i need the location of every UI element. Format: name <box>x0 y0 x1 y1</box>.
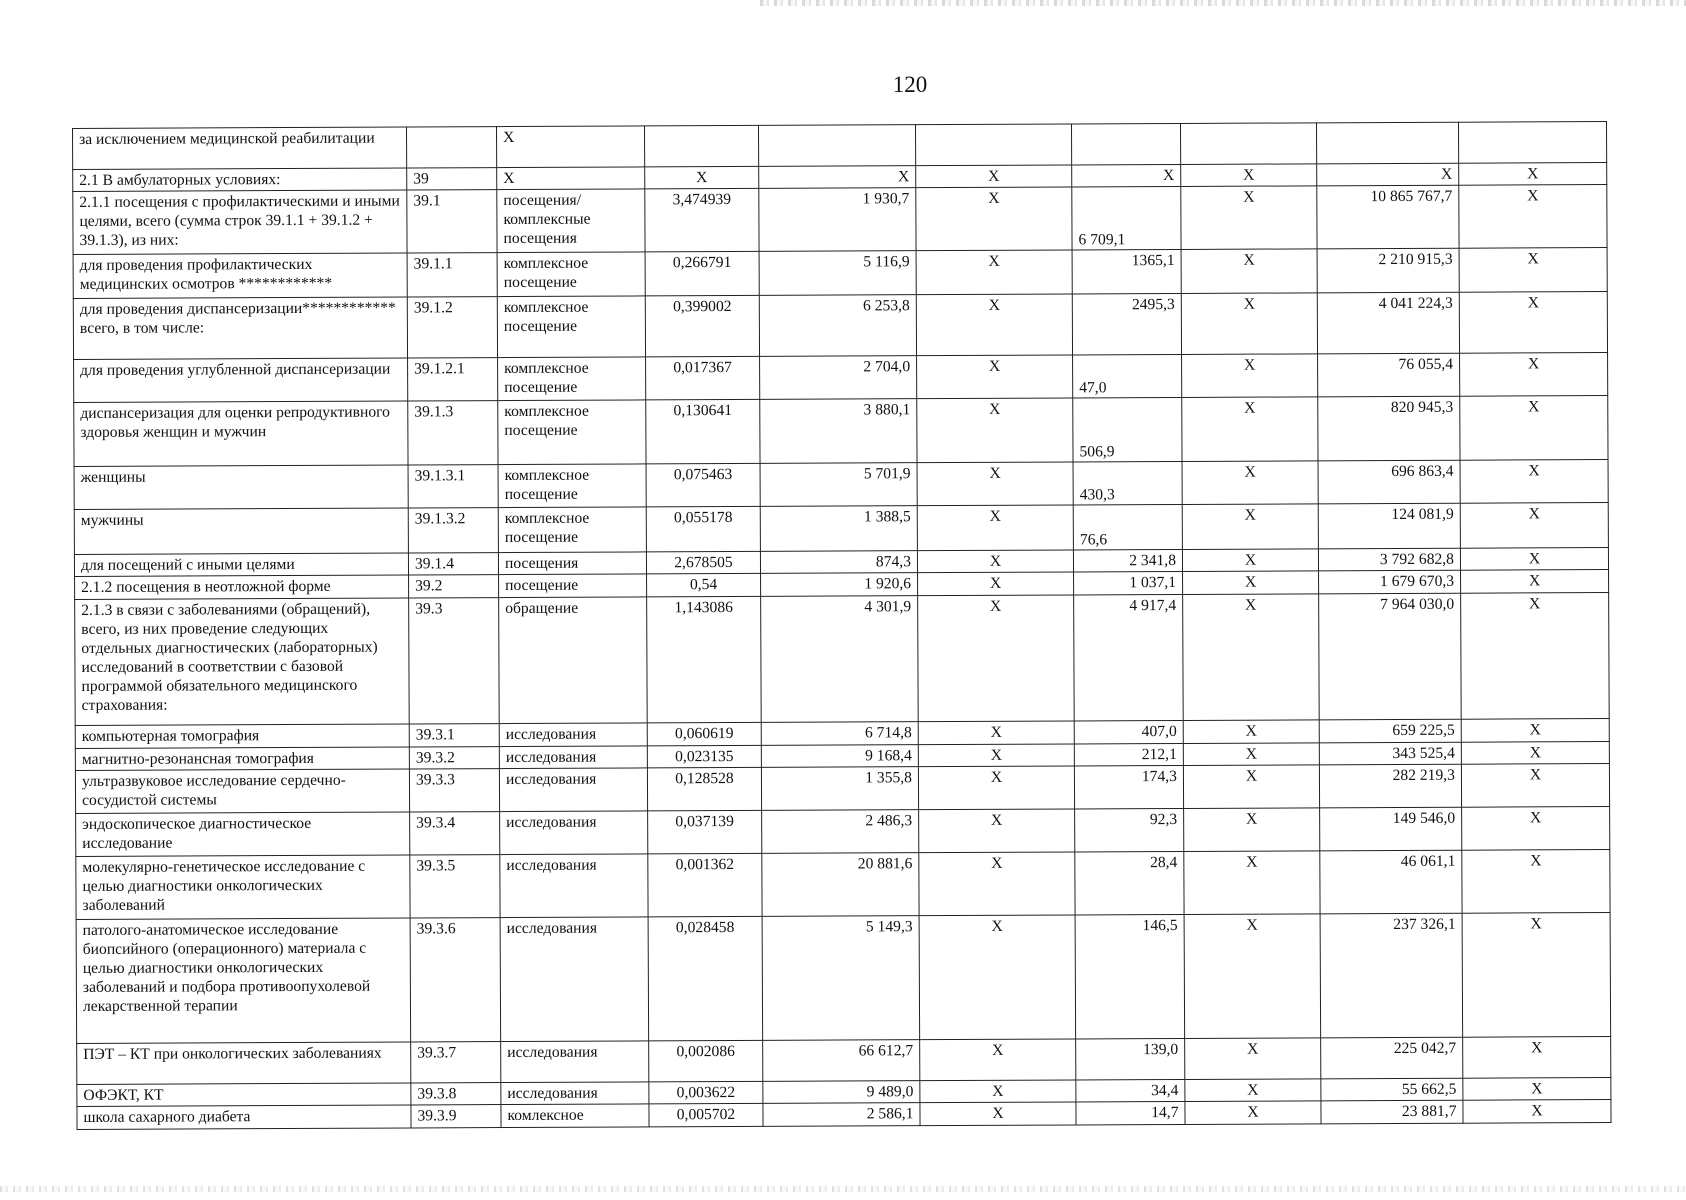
table-cell-col5: 3 880,1 <box>760 399 917 464</box>
table-cell-col3: посещения <box>498 552 646 575</box>
table-cell-col5: 5 149,3 <box>762 916 920 1041</box>
table-cell-col10: Х <box>1462 849 1610 913</box>
table-cell-col4: 0,037139 <box>648 810 762 853</box>
table-cell-col2: 39.1.2.1 <box>408 358 498 401</box>
table-cell-col10: Х <box>1461 570 1609 593</box>
table-cell-col3: исследования <box>499 723 647 746</box>
table-cell-col5: 1 355,8 <box>761 767 918 811</box>
table-cell-col3: исследования <box>501 1082 649 1105</box>
table-cell-col8: Х <box>1185 1101 1321 1124</box>
tariff-table <box>72 121 1612 1130</box>
table-cell-col2: 39 <box>407 167 497 190</box>
table-cell-col3: комплексное посещение <box>498 507 646 553</box>
table-cell-col3: комплексное посещение <box>498 357 646 400</box>
table-cell-col5: 5 701,9 <box>760 463 917 507</box>
table-cell-col10: Х <box>1459 248 1607 293</box>
table-cell-col2: 39.3.5 <box>410 854 500 918</box>
table-cell-col3: комплексное посещение <box>497 252 645 297</box>
table-cell-col7: 76,6 <box>1073 505 1182 550</box>
table-cell-col5: 1 930,7 <box>759 188 916 252</box>
table-cell-col1: мужчины <box>74 508 408 554</box>
table-cell-col7: 1365,1 <box>1072 250 1181 294</box>
table-row <box>75 592 1610 725</box>
table-cell-col5: 6 714,8 <box>761 722 918 745</box>
table-cell-col6: Х <box>917 355 1073 399</box>
table-cell-col1: эндоскопическое диагностическое исследование <box>76 812 410 856</box>
table-cell-col6: Х <box>918 766 1074 810</box>
table-cell-col3: комплексное посещение <box>497 296 645 358</box>
table-cell-col9: 76 055,4 <box>1318 353 1460 396</box>
table-cell-col3: посещение <box>499 574 647 597</box>
table-row <box>74 460 1608 510</box>
table-cell-col3: обращение <box>499 597 648 724</box>
table-cell-col6: Х <box>920 1102 1076 1125</box>
table-cell-col2: 39.3.1 <box>409 724 499 747</box>
table-cell-col1: патолого-анатомическое исследование биопсийного (операционного) материала с целью диагностики онкологических заболеваний и подбора противоопухолевой лекарственной терапии <box>76 918 411 1044</box>
table-cell-col7: 212,1 <box>1074 743 1183 766</box>
table-cell-col2: 39.1.3.2 <box>408 508 498 553</box>
table-cell-col1: 2.1.3 в связи с заболеваниями (обращений), всего, из них проведение следующих отдельных диагностических (лабораторных) исследований в соответствии с базовой программой обязательного медицинского страхования: <box>75 598 410 726</box>
table-cell-col8: Х <box>1183 720 1319 743</box>
table-cell-col1: 2.1 В амбулаторных условиях: <box>73 168 407 192</box>
table-cell-col4: 0,005702 <box>649 1104 763 1127</box>
table-row <box>77 1037 1611 1085</box>
table-row <box>76 849 1610 919</box>
table-cell-col5: 5 116,9 <box>759 251 916 296</box>
table-cell-col2: 39.1.3.1 <box>408 465 498 508</box>
table-cell-col9: 343 525,4 <box>1319 742 1461 765</box>
table-cell-col4: 0,075463 <box>646 464 760 507</box>
table-cell-col2: 39.1 <box>407 190 497 254</box>
page-number: 120 <box>892 72 928 97</box>
table-cell-col8: Х <box>1181 293 1317 355</box>
table-cell-col7: 6 709,1 <box>1072 187 1181 251</box>
table-cell-col6: Х <box>920 1080 1076 1103</box>
table-cell-col2: 39.1.1 <box>407 253 497 297</box>
table-cell-col7: 2495,3 <box>1072 294 1181 356</box>
table-cell-col3: Х <box>496 126 644 167</box>
table-cell-col9: 124 081,9 <box>1318 503 1460 549</box>
table-cell-col10: Х <box>1459 292 1607 354</box>
table-cell-col6: Х <box>917 550 1073 573</box>
table-row <box>73 292 1607 360</box>
table-cell-col6: Х <box>918 595 1075 722</box>
table-cell-col7: 4 917,4 <box>1074 594 1184 721</box>
table-cell-col5 <box>758 125 915 166</box>
table-cell-col1: 2.1.2 посещения в неотложной форме <box>75 575 409 599</box>
table-cell-col1: для проведения углубленной диспансеризации <box>74 358 408 402</box>
table-cell-col4: 1,143086 <box>647 596 762 723</box>
table-cell-col10: Х <box>1463 1037 1611 1078</box>
table-cell-col8: Х <box>1182 354 1318 397</box>
table-cell-col8: Х <box>1182 397 1318 462</box>
table-cell-col7: 407,0 <box>1074 721 1183 744</box>
table-cell-col6: Х <box>916 294 1072 356</box>
table-cell-col7: 1 037,1 <box>1074 572 1183 595</box>
table-cell-col6: Х <box>919 809 1075 853</box>
table-cell-col6: Х <box>916 250 1072 295</box>
table-cell-col4 <box>644 125 758 166</box>
table-cell-col1: для посещений с иными целями <box>74 553 408 577</box>
table-cell-col9: 225 042,7 <box>1321 1037 1463 1078</box>
table-cell-col8: Х <box>1185 1079 1321 1102</box>
table-cell-col5: 4 301,9 <box>761 596 919 723</box>
table-cell-col9: 3 792 682,8 <box>1318 548 1460 571</box>
table-row <box>76 913 1611 1044</box>
table-cell-col6: Х <box>918 721 1074 744</box>
table-cell-col7: 430,3 <box>1073 462 1182 505</box>
table-cell-col8: Х <box>1183 765 1319 808</box>
table-cell-col1: ультразвуковое исследование сердечно-сосудистой системы <box>75 769 409 813</box>
table-cell-col6: Х <box>917 462 1073 506</box>
table-cell-col7 <box>1071 123 1180 164</box>
table-cell-col7: 47,0 <box>1073 355 1182 398</box>
table-cell-col10: Х <box>1461 592 1610 719</box>
table-cell-col10: Х <box>1461 741 1609 764</box>
table-cell-col1: молекулярно-генетическое исследование с целью диагностики онкологических заболеваний <box>76 855 410 920</box>
table-cell-col8: Х <box>1182 461 1318 504</box>
table-cell-col1: для проведения диспансеризации************ всего, в том числе: <box>73 297 407 360</box>
table-cell-col3: исследования <box>499 768 647 811</box>
table-cell-col7: 139,0 <box>1076 1039 1185 1080</box>
table-cell-col10: Х <box>1460 503 1608 549</box>
table-cell-col10: Х <box>1463 1100 1611 1123</box>
table-cell-col7: 14,7 <box>1076 1102 1185 1125</box>
table-cell-col8: Х <box>1184 914 1321 1039</box>
table-cell-col4: 0,017367 <box>646 357 760 400</box>
table-cell-col8: Х <box>1183 743 1319 766</box>
table-cell-col6: Х <box>918 744 1074 767</box>
table-row <box>73 248 1607 299</box>
table-cell-col8: Х <box>1181 164 1317 187</box>
table-cell-col10: Х <box>1460 396 1608 461</box>
table-cell-col5: 6 253,8 <box>759 295 916 357</box>
table-cell-col5: 2 486,3 <box>762 810 919 854</box>
table-cell-col9: 1 679 670,3 <box>1319 571 1461 594</box>
scan-edge-top <box>760 0 1686 6</box>
table-cell-col9: 23 881,7 <box>1321 1101 1463 1124</box>
table-cell-col4: 0,023135 <box>647 745 761 768</box>
table-cell-col2 <box>406 127 496 168</box>
table-cell-col4: Х <box>645 166 759 189</box>
table-cell-col10: Х <box>1462 913 1611 1038</box>
table-cell-col3: комплексное посещение <box>498 464 646 507</box>
table-cell-col1: школа сахарного диабета <box>77 1105 411 1129</box>
table-cell-col5: 2 586,1 <box>763 1103 920 1126</box>
table-row <box>73 122 1607 170</box>
table-cell-col7: 506,9 <box>1073 397 1182 462</box>
table-cell-col7: 34,4 <box>1076 1079 1185 1102</box>
table-cell-col3: Х <box>497 167 645 190</box>
table-cell-col7: 146,5 <box>1075 914 1185 1039</box>
table-cell-col9: 46 061,1 <box>1320 850 1462 914</box>
table-cell-col4: 0,028458 <box>648 916 763 1041</box>
table-cell-col1: 2.1.1 посещения с профилактическими и иными целями, всего (сумма строк 39.1.1 + 39.1.2 + 39.1.3), из них: <box>73 190 407 255</box>
table-cell-col3: комплексное посещение <box>498 400 646 465</box>
table-cell-col1: женщины <box>74 465 408 509</box>
table-cell-col3: посещения/комплексные посещения <box>497 189 645 253</box>
table-row <box>76 807 1610 857</box>
table-cell-col5: 9 489,0 <box>763 1081 920 1104</box>
table-cell-col10: Х <box>1463 1077 1611 1100</box>
table-cell-col5: 874,3 <box>760 551 917 574</box>
table-cell-col7: Х <box>1072 164 1181 187</box>
table-cell-col6: Х <box>917 505 1073 551</box>
table-cell-col8: Х <box>1181 249 1317 294</box>
table-cell-col5: 1 388,5 <box>760 506 917 552</box>
table-cell-col10: Х <box>1462 807 1610 850</box>
table-row <box>74 503 1608 555</box>
table-cell-col8: Х <box>1183 571 1319 594</box>
table-cell-col10: Х <box>1460 548 1608 571</box>
table-cell-col8 <box>1180 123 1316 164</box>
table-cell-col9: 2 210 915,3 <box>1317 249 1459 294</box>
table-cell-col9: 696 863,4 <box>1318 460 1460 503</box>
table-cell-col2: 39.3.2 <box>409 746 499 769</box>
table-cell-col6: Х <box>919 915 1076 1040</box>
table-cell-col5: 9 168,4 <box>761 744 918 767</box>
table-cell-col9: Х <box>1317 163 1459 186</box>
table-cell-col5: 66 612,7 <box>763 1040 920 1081</box>
table-cell-col1: за исключением медицинской реабилитации <box>73 127 407 169</box>
table-cell-col4: 0,399002 <box>645 296 759 358</box>
table-cell-col6: Х <box>919 852 1075 916</box>
table-cell-col4: 0,003622 <box>649 1081 763 1104</box>
table-cell-col8: Х <box>1181 186 1317 250</box>
table-cell-col8: Х <box>1185 1038 1321 1079</box>
table-cell-col2: 39.3 <box>409 598 500 725</box>
table-cell-col1: ПЭТ – КТ при онкологических заболеваниях <box>77 1042 411 1084</box>
table-cell-col3: исследования <box>500 854 648 918</box>
table-cell-col2: 39.3.7 <box>411 1042 501 1083</box>
table-cell-col6: Х <box>916 187 1072 251</box>
table-cell-col9: 282 219,3 <box>1319 764 1461 807</box>
table-cell-col4: 0,001362 <box>648 853 762 917</box>
table-cell-col10 <box>1458 122 1606 163</box>
table-cell-col2: 39.3.9 <box>411 1105 501 1128</box>
table-cell-col9: 7 964 030,0 <box>1319 593 1462 720</box>
table-cell-col9: 10 865 767,7 <box>1317 185 1459 249</box>
table-cell-col10: Х <box>1460 353 1608 396</box>
table-cell-col8: Х <box>1183 594 1320 721</box>
table-cell-col3: исследования <box>500 917 649 1042</box>
table-row <box>74 353 1608 403</box>
table-cell-col2: 39.3.6 <box>410 918 501 1043</box>
table-cell-col3: исследования <box>501 1041 649 1082</box>
table-cell-col6: Х <box>918 572 1074 595</box>
table-cell-col3: исследования <box>500 811 648 854</box>
table-cell-col5: 1 920,6 <box>761 573 918 596</box>
table-cell-col10: Х <box>1459 185 1607 249</box>
table-cell-col2: 39.1.2 <box>407 297 497 358</box>
table-cell-col3: исследования <box>499 746 647 769</box>
table-cell-col7: 174,3 <box>1074 766 1183 809</box>
table-cell-col2: 39.1.3 <box>408 401 498 466</box>
table-cell-col4: 0,266791 <box>645 252 759 296</box>
document-table-area <box>72 121 1611 1130</box>
table-cell-col9: 149 546,0 <box>1320 807 1462 850</box>
table-cell-col10: Х <box>1460 460 1608 503</box>
table-cell-col9: 820 945,3 <box>1318 396 1460 461</box>
table-cell-col9: 55 662,5 <box>1321 1078 1463 1101</box>
table-cell-col7: 28,4 <box>1075 851 1184 915</box>
table-cell-col9: 4 041 224,3 <box>1317 292 1459 354</box>
table-cell-col8: Х <box>1182 504 1318 550</box>
table-cell-col10: Х <box>1459 162 1607 185</box>
table-cell-col5: 20 881,6 <box>762 853 919 917</box>
table-row <box>74 396 1608 467</box>
table-cell-col4: 0,54 <box>647 574 761 597</box>
table-row <box>75 764 1609 814</box>
table-cell-col10: Х <box>1461 764 1609 807</box>
table-cell-col1: ОФЭКТ, КТ <box>77 1083 411 1107</box>
table-cell-col4: 0,002086 <box>649 1041 763 1082</box>
table-cell-col6: Х <box>920 1039 1076 1080</box>
table-cell-col2: 39.2 <box>409 575 499 598</box>
table-cell-col4: 0,128528 <box>647 768 761 811</box>
table-cell-col8: Х <box>1182 549 1318 572</box>
table-cell-col4: 0,060619 <box>647 723 761 746</box>
table-cell-col1: диспансеризация для оценки репродуктивного здоровья женщин и мужчин <box>74 401 408 467</box>
table-cell-col3: комлексное <box>501 1104 649 1127</box>
table-cell-col1: магнитно-резонансная томография <box>75 747 409 771</box>
table-cell-col6 <box>915 124 1071 165</box>
table-row <box>73 185 1607 255</box>
table-cell-col9: 659 225,5 <box>1319 719 1461 742</box>
table-cell-col4: 0,055178 <box>646 506 760 551</box>
table-cell-col5: Х <box>759 165 916 188</box>
table-cell-col8: Х <box>1184 851 1320 915</box>
table-cell-col8: Х <box>1184 808 1320 851</box>
table-cell-col9 <box>1316 122 1458 163</box>
table-cell-col7: 92,3 <box>1075 808 1184 851</box>
table-cell-col4: 3,474939 <box>645 189 759 253</box>
table-cell-col2: 39.3.4 <box>410 812 500 855</box>
table-cell-col2: 39.3.3 <box>409 769 499 812</box>
table-cell-col10: Х <box>1461 719 1609 742</box>
table-cell-col4: 0,130641 <box>646 399 760 464</box>
table-cell-col2: 39.3.8 <box>411 1082 501 1105</box>
table-cell-col6: Х <box>916 165 1072 188</box>
table-cell-col1: компьютерная томография <box>75 724 409 748</box>
table-cell-col1: для проведения профилактических медицинских осмотров ************ <box>73 253 407 298</box>
table-cell-col5: 2 704,0 <box>760 356 917 400</box>
table-cell-col4: 2,678505 <box>646 551 760 574</box>
table-cell-col2: 39.1.4 <box>408 553 498 576</box>
table-cell-col9: 237 326,1 <box>1320 913 1463 1038</box>
scan-edge-bottom <box>0 1186 1686 1192</box>
table-cell-col7: 2 341,8 <box>1073 549 1182 572</box>
table-cell-col6: Х <box>917 398 1073 463</box>
